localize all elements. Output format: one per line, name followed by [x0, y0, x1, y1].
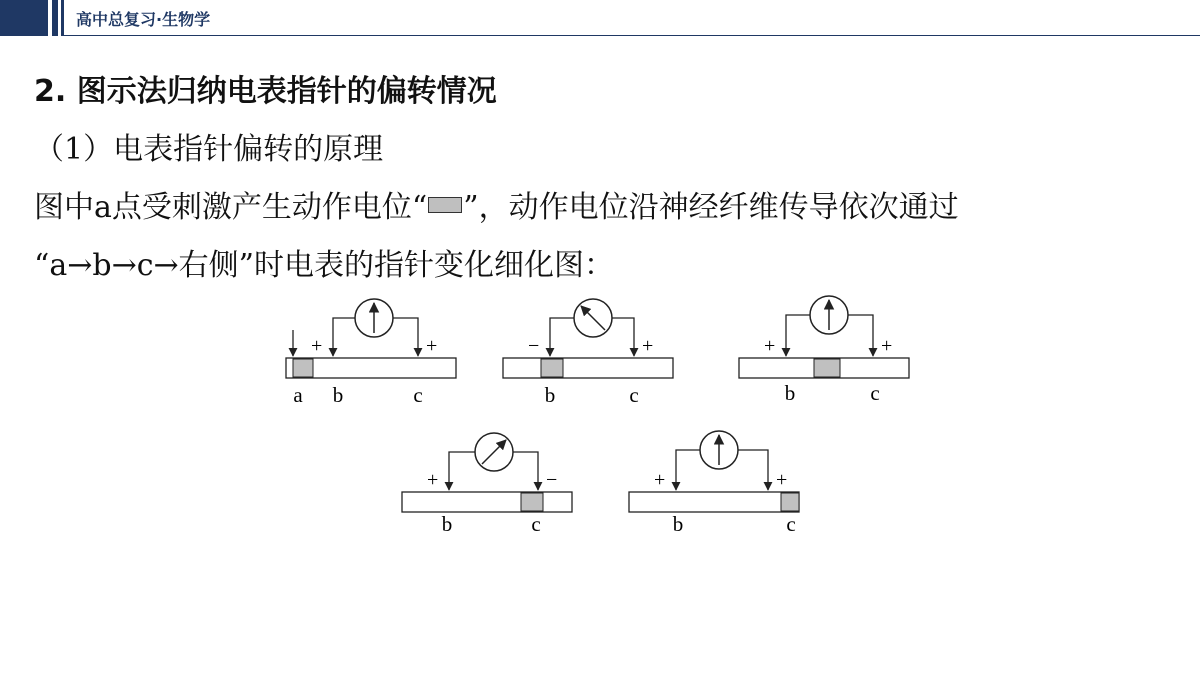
diagram-panel-1 — [286, 299, 456, 407]
left-charge-sign: − — [528, 335, 540, 357]
left-charge-sign: + — [427, 469, 439, 491]
depolarized-segment — [521, 493, 543, 511]
point-label-b: b — [784, 381, 796, 405]
paragraph-line-1-after: ”，动作电位沿神经纤维传导依次通过 — [463, 190, 959, 225]
right-electrode-wire — [513, 452, 538, 490]
depolarized-segment — [781, 493, 799, 511]
section-title: 图示法归纳电表指针的偏转情况 — [76, 74, 497, 109]
nerve-fiber — [629, 492, 799, 512]
subheading: （1）电表指针偏转的原理 — [34, 132, 384, 167]
nerve-fiber — [402, 492, 572, 512]
section-number: 2. — [34, 74, 67, 109]
point-label-b: b — [332, 383, 344, 407]
header-title: 高中总复习·生物学 — [76, 10, 211, 29]
point-label-c: c — [629, 383, 639, 407]
left-charge-sign: + — [654, 469, 666, 491]
right-electrode-wire — [738, 450, 768, 490]
right-charge-sign: + — [426, 335, 438, 357]
point-label-c: c — [786, 512, 796, 536]
right-electrode-wire — [393, 318, 418, 356]
nerve-fiber — [503, 358, 673, 378]
point-label-b: b — [672, 512, 684, 536]
point-label-b: b — [441, 512, 453, 536]
point-label-c: c — [413, 383, 423, 407]
depolarized-segment — [541, 359, 563, 377]
left-electrode-wire — [333, 318, 355, 356]
paragraph-line-1-before: 图中a点受刺激产生动作电位“ — [34, 190, 428, 225]
diagram-panel-3 — [739, 296, 909, 405]
left-charge-sign: + — [311, 335, 323, 357]
left-electrode-wire — [550, 318, 574, 356]
diagram-panel-5 — [629, 431, 799, 536]
depolarized-segment — [814, 359, 840, 377]
left-electrode-wire — [786, 315, 810, 356]
right-electrode-wire — [612, 318, 634, 356]
point-label-a: a — [293, 383, 303, 407]
left-electrode-wire — [449, 452, 475, 490]
point-label-c: c — [870, 381, 880, 405]
left-electrode-wire — [676, 450, 700, 490]
right-charge-sign: − — [546, 469, 558, 491]
diagram-panel-2 — [503, 299, 673, 407]
point-label-c: c — [531, 512, 541, 536]
left-charge-sign: + — [764, 335, 776, 357]
diagram-panel-4 — [402, 433, 572, 536]
point-label-b: b — [544, 383, 556, 407]
right-electrode-wire — [848, 315, 873, 356]
right-charge-sign: + — [776, 469, 788, 491]
right-charge-sign: + — [881, 335, 893, 357]
paragraph-line-2: “a→b→c→右侧”时电表的指针变化细化图： — [34, 248, 614, 283]
right-charge-sign: + — [642, 335, 654, 357]
depolarized-segment — [293, 359, 313, 377]
